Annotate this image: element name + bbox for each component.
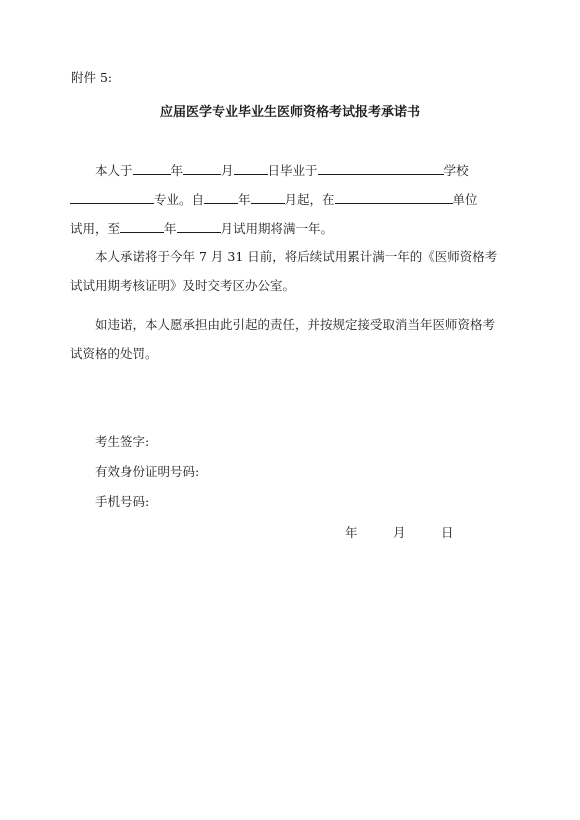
blank-grad-month xyxy=(183,162,221,175)
date-month-label: 月 xyxy=(393,525,406,540)
id-number-label: 有效身份证明号码: xyxy=(95,464,200,479)
date-year-label: 年 xyxy=(345,525,358,540)
para1-line3 xyxy=(70,220,333,237)
text-month-from: 月起，在 xyxy=(284,192,335,207)
para3-line2: 试资格的处罚。 xyxy=(70,346,158,361)
para2-line2: 试试用期考核证明》及时交考区办公室。 xyxy=(70,278,296,293)
text-trial-until: 试用，至 xyxy=(70,221,121,236)
candidate-signature-label: 考生签字: xyxy=(95,434,150,449)
text-year: 年 xyxy=(170,163,184,178)
text-major: 专业。自 xyxy=(154,192,205,207)
blank-start-year xyxy=(204,191,238,204)
blank-end-year xyxy=(120,220,164,233)
blank-end-month xyxy=(177,220,221,233)
blank-unit xyxy=(335,191,453,204)
blank-major xyxy=(70,191,154,204)
para1-line1 xyxy=(95,162,469,179)
blank-grad-year xyxy=(133,162,171,175)
para1-line2 xyxy=(70,191,478,208)
annex-label: 附件 5: xyxy=(71,70,113,85)
para3-line1: 如违诺，本人愿承担由此引起的责任，并按规定接受取消当年医师资格考 xyxy=(95,317,496,332)
phone-number-label: 手机号码: xyxy=(95,494,150,509)
blank-school xyxy=(318,162,444,175)
text-unit: 单位 xyxy=(452,192,478,207)
date-day-label: 日 xyxy=(441,525,454,540)
text-graduated-from: 日毕业于 xyxy=(267,163,318,178)
text-trial-end: 月试用期将满一年。 xyxy=(220,221,334,236)
document-title: 应届医学专业毕业生医师资格考试报考承诺书 xyxy=(159,105,420,120)
text-benren-yu: 本人于 xyxy=(95,163,133,178)
text-year-3: 年 xyxy=(164,221,177,236)
text-month: 月 xyxy=(221,163,234,178)
blank-start-month xyxy=(251,191,285,204)
text-school: 学校 xyxy=(443,163,469,178)
blank-grad-day xyxy=(234,162,268,175)
text-year-2: 年 xyxy=(238,192,251,207)
para2-line1: 本人承诺将于今年 7 月 31 日前，将后续试用累计满一年的《医师资格考 xyxy=(95,249,498,264)
